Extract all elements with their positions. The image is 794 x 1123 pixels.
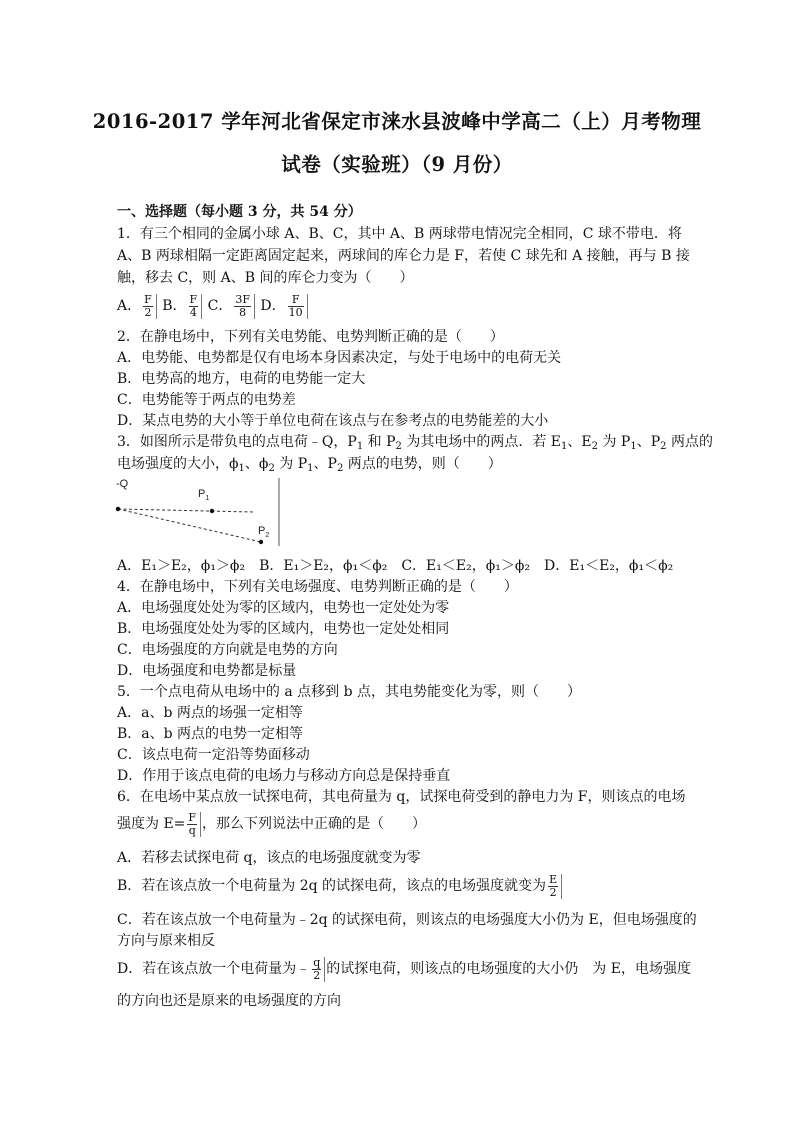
fraction: $\frac{E}{2}$ <box>547 874 562 899</box>
q4-option-a[interactable]: A．电场强度处处为零的区域内，电势也一定处处为零 <box>117 600 450 616</box>
q2-stem: 2．在静电场中，下列有关电势能、电势判断正确的是（ ） <box>117 329 504 345</box>
fraction: $\frac{q}{2}$ <box>311 957 325 982</box>
q3-options[interactable]: A．E₁＞E₂，ϕ₁＞ϕ₂ B．E₁＞E₂，ϕ₁＜ϕ₂ C．E₁＜E₂，ϕ₁＞ϕ₂ D．E₁＜E₂，ϕ₁＜ϕ₂ <box>117 558 674 574</box>
q6-option-b[interactable]: B．若在该点放一个电荷量为 2q 的试探电荷，该点的电场强度就变为 $\frac{E}{2}$ <box>117 870 563 902</box>
q4-option-c[interactable]: C．电场强度的方向就是电势的方向 <box>117 642 338 658</box>
q4-stem: 4．在静电场中，下列有关电场强度、电势判断正确的是（ ） <box>117 579 518 595</box>
q6-stem-line1: 6．在电场中某点放一试探电荷，其电荷量为 q，试探电荷受到的静电力为 F，则该点的电场 <box>117 789 686 805</box>
charge-point <box>116 507 120 511</box>
q2-option-b[interactable]: B．电势高的地方，电荷的电势能一定大 <box>117 371 366 387</box>
q5-stem: 5．一个点电荷从电场中的 a 点移到 b 点，其电势能变化为零，则（ ） <box>117 684 582 700</box>
document-title-line1: 2016-2017 学年河北省保定市涞水县波峰中学高二（上）月考物理 <box>92 110 702 133</box>
q4-option-b[interactable]: B．电场强度处处为零的区域内，电势也一定处处相同 <box>117 621 450 637</box>
point-p1-label: $P_1$ <box>198 488 210 502</box>
point-p2-label: $P_2$ <box>258 525 270 539</box>
dashed-line-to-p1 <box>118 509 253 512</box>
q5-option-d[interactable]: D．作用于该点电荷的电场力与移动方向总是保持垂直 <box>117 768 451 784</box>
q5-option-b[interactable]: B．a、b 两点的电势一定相等 <box>117 726 304 742</box>
q6-option-d-line2[interactable]: 的方向也还是原来的电场强度的方向 <box>117 993 341 1009</box>
q2-option-d[interactable]: D．某点电势的大小等于单位电荷在该点与在参考点的电势能差的大小 <box>117 413 549 429</box>
q2-option-a[interactable]: A．电势能、电势都是仅有电场本身因素决定，与处于电场中的电荷无关 <box>117 350 562 366</box>
q1-option-b[interactable]: B． $\frac{F}{4}$ <box>162 298 207 314</box>
q6-option-c-line2[interactable]: 方向与原来相反 <box>117 933 215 949</box>
point-p1 <box>210 509 214 513</box>
q6-option-c-line1[interactable]: C．若在该点放一个电荷量为﹣2q 的试探电荷，则该点的电场强度大小仍为 E，但电场强度的 <box>117 912 697 928</box>
q1-stem-line1: 1．有三个相同的金属小球 A、B、C，其中 A、B 两球带电情况完全相同，C 球不带电．将 <box>117 226 682 242</box>
q1-stem-line3: 触，移去 C，则 A、B 间的库仑力变为（ ） <box>117 270 414 286</box>
dashed-line-to-p2 <box>118 509 261 542</box>
q3-field-diagram <box>112 476 284 548</box>
section-heading: 一、选择题（每小题 3 分，共 54 分） <box>117 204 362 220</box>
document-title-line2: 试卷（实验班）（9 月份） <box>281 153 513 176</box>
fraction: $\frac{F}{q}$ <box>186 812 201 837</box>
charge-label: -Q <box>116 478 129 490</box>
q2-option-c[interactable]: C．电势能等于两点的电势差 <box>117 392 296 408</box>
q6-option-a[interactable]: A．若移去试探电荷 q，该点的电场强度就变为零 <box>117 850 421 866</box>
fraction: $\frac{3F}{8}$ <box>233 294 255 319</box>
q6-option-d-line1[interactable]: D．若在该点放一个电荷量为﹣ $\frac{q}{2}$ 的试探电荷，则该点的电场强度的大小仍 为 E，电场强度 <box>117 955 691 982</box>
q1-options <box>117 290 309 322</box>
q6-stem-line2: 强度为 E= $\frac{F}{q}$ ，那么下列说法中正确的是（ ） <box>117 810 427 837</box>
fraction: $\frac{F}{10}$ <box>287 294 308 319</box>
fraction: $\frac{F}{2}$ <box>142 294 157 319</box>
fraction: $\frac{F}{4}$ <box>188 294 203 319</box>
q1-option-c[interactable]: C． $\frac{3F}{8}$ <box>208 298 261 314</box>
q5-option-a[interactable]: A．a、b 两点的场强一定相等 <box>117 705 303 721</box>
q1-stem-line2: A、B 两球相隔一定距离固定起来，两球间的库仑力是 F，若使 C 球先和 A 接触，再与 B 接 <box>117 248 690 264</box>
q3-stem-line2: 电场强度的大小，$\phi_1$、$\phi_2$ 为 $P_1$、$P_2$ 两点的电势，则（ ） <box>117 456 502 474</box>
q1-option-d[interactable]: D． $\frac{F}{10}$ <box>260 298 308 314</box>
q1-option-a[interactable]: A． $\frac{F}{2}$ <box>117 298 162 314</box>
q4-option-d[interactable]: D．电场强度和电势都是标量 <box>117 663 297 679</box>
point-p2 <box>259 540 263 544</box>
q3-stem-line1: 3．如图所示是带负电的点电荷﹣Q，$P_1$ 和 $P_2$ 为其电场中的两点．若 $E_1$、$E_2$ 为 $P_1$、$P_2$ 两点的 <box>117 434 713 452</box>
q5-option-c[interactable]: C．该点电荷一定沿等势面移动 <box>117 747 310 763</box>
